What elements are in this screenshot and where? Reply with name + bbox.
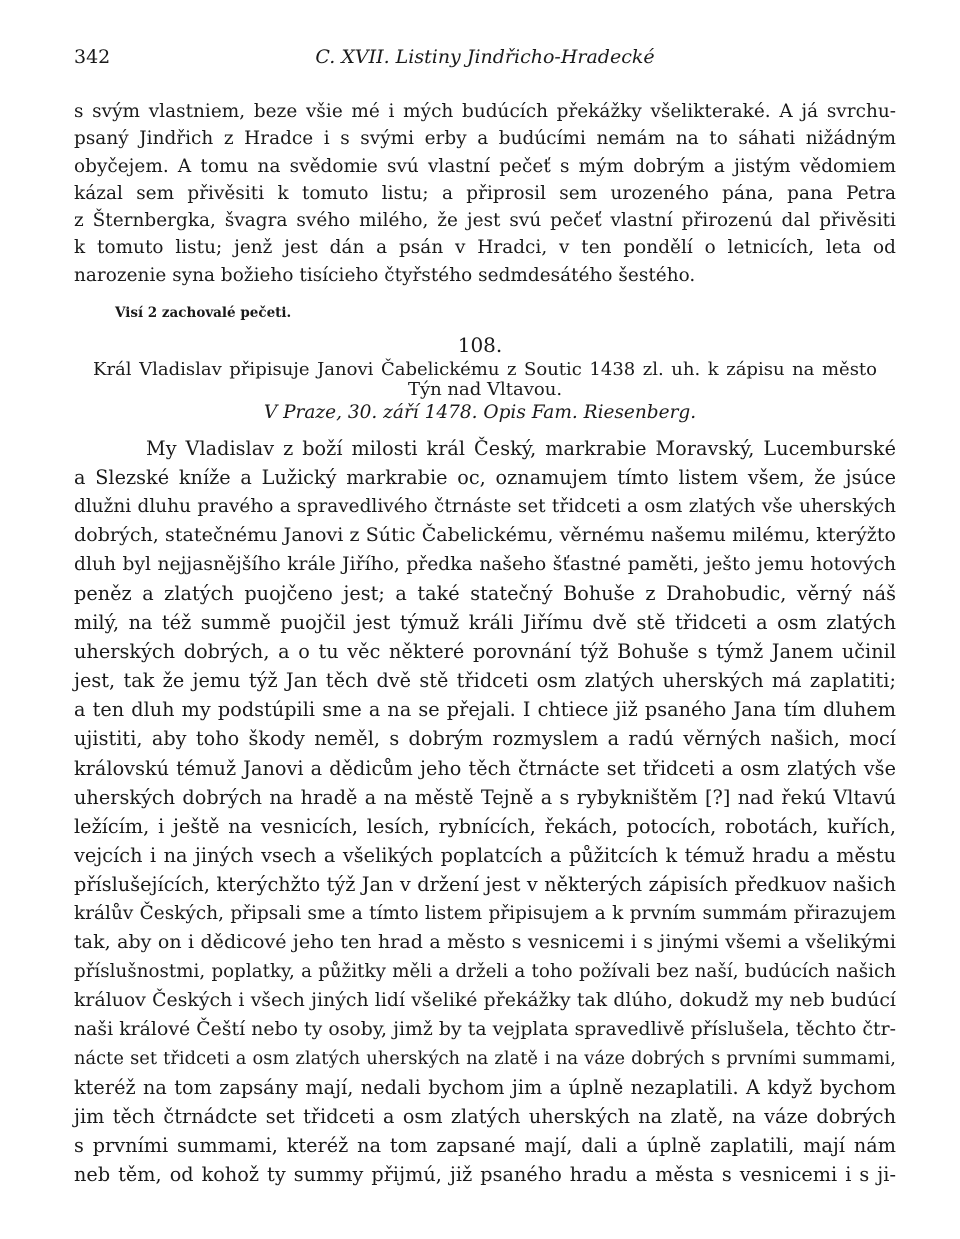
text-line: a Slezské kníže a Lužický markrabie oc, oznamujem tímto listem všem, že jsúce <box>74 466 896 490</box>
text-line: dluh byl nejjasnějšího krále Jiřího, předka našeho šťastné paměti, ješto jemu hotových <box>74 554 896 576</box>
text-line: kteréž na tom zapsány mají, nedali bychom jim a úplně nezaplatili. A když bychom <box>74 1076 896 1100</box>
text-line: psaný Jindřich z Hradce i s svými erby a budúcími nemám na to sáhati nižádným <box>74 128 896 150</box>
text-line: naši králové Čeští nebo ty osoby, jimž by ta vejplata spravedlivě příslušela, těchto čtr- <box>74 1018 896 1040</box>
text-line: kázal sem přivěsiti k tomuto listu; a připrosil sem urozeného pána, pana Petra <box>74 182 896 204</box>
text-line: milý, na též summě puojčil jest týmuž králi Jiřímu dvě stě třidceti a osm zlatých <box>74 611 896 635</box>
text-line: ležícím, i ještě na vesnicích, lesích, rybnících, řekách, potocích, robotách, kuřích, <box>74 814 896 838</box>
text-line: příslušejících, kterýchžto týž Jan v držení jest v některých zápisích předkuov našich <box>74 872 896 896</box>
text-line: vejcích i na jiných vsech a všelikých poplatcích a půžitcích k témuž hradu a městu <box>74 843 896 867</box>
running-head <box>74 46 896 70</box>
text-line: nácte set třidceti a osm zlatých uherských na zlatě i na váze dobrých s prvními summami, <box>74 1047 896 1069</box>
text-line: s svým vlastniem, beze všie mé i mých budúcích překážky všelikteraké. A já svrchu- <box>74 101 896 122</box>
running-head-title: C. XVII. Listiny Jindřicho-Hradecké <box>315 46 655 68</box>
text-line: tak, aby on i dědicové jeho ten hrad a město s vesnicemi i s jinými všemi a všelikými <box>74 930 896 953</box>
previous-document-text <box>74 98 896 289</box>
text-line: dlužni dluhu pravého a spravedlivého čtrnáste set třidceti a osm zlatých vše uherských <box>74 496 896 518</box>
seal-note: Visí 2 zachovalé pečeti. <box>115 305 292 321</box>
text-line: uherských dobrých, a o tu věc některé porovnání týž Bohuše s týmž Janem učinil <box>74 640 896 664</box>
text-line: příslušnostmi, poplatky, a půžitky měli a drželi a toho požívali bez naší, budúcích našich <box>74 960 896 982</box>
text-line: jest, tak že jemu týž Jan těch dvě stě třidceti osm zlatých uherských má zaplatiti; <box>74 669 896 693</box>
text-line: My Vladislav z boží milosti král Český, markrabie Moravský, Lucemburské <box>146 437 896 460</box>
text-line: uherských dobrých na hradě a na městě Tejně a s rybykništěm [?] nad řekú Vltavú <box>74 785 896 809</box>
text-line: královskú témuž Janovi a dědicům jeho těch čtrnácte set třidceti a osm zlatých vše <box>74 756 896 780</box>
text-line: peněz a zlatých puojčeno jest; a také statečný Bohuše z Drahobudic, věrný náš <box>74 582 896 606</box>
text-line: narozenie syna božieho tisícieho čtyřstého sedmdesátého šestého. <box>74 264 696 286</box>
regest-line: Týn nad Vltavou. <box>407 379 563 400</box>
text-line: z Šternbergka, švagra svého milého, že jest svú pečeť vlastní přirozenú dal přivěsiti <box>74 210 896 232</box>
document-number: 108. <box>457 333 503 357</box>
text-line: obyčejem. A tomu na svědomie svú vlastní pečeť s mým dobrým a jistým vědomiem <box>74 155 896 177</box>
regest-line: Král Vladislav připisuje Janovi Čabelickému z Soutic 1438 zl. uh. k zápisu na město <box>93 359 877 380</box>
text-line: dobrých, statečnému Janovi z Sútic Čabelickému, věrnému našemu milému, kterýžto <box>74 524 896 547</box>
text-line: s prvními summami, kteréž na tom zapsané mají, dali a úplně zaplatili, mají nám <box>74 1134 896 1158</box>
text-line: ujistiti, aby toho škody neměl, s dobrým rozmyslem a radú věrných našich, mocí <box>74 727 896 751</box>
text-line: jim těch čtrnádcte set třidceti a osm zlatých uherských na zlatě, na váze dobrých <box>74 1105 896 1129</box>
document-body <box>74 434 896 1189</box>
text-line: neb těm, od kohož ty summy přijmú, již psaného hradu a města s vesnicemi i s ji- <box>74 1163 896 1187</box>
document-source: V Praze, 30. září 1478. Opis Fam. Riesenberg. <box>263 402 697 423</box>
page-number: 342 <box>74 46 111 68</box>
document-regest <box>93 360 877 400</box>
text-line: králuov Českých i všech jiných lidí všeliké překážky tak dlúho, dokudž my neb budúcí <box>74 989 896 1011</box>
text-line: králův Českých, připsali sme a tímto listem připisujem a k prvním summám přirazujem <box>74 902 896 924</box>
text-line: k tomuto listu; jenž jest dán a psán v Hradci, v ten pondělí o letnicích, leta od <box>74 237 896 259</box>
text-line: a ten dluh my podstúpili sme a na se přejali. I chtiece již psaného Jana tím dluhem <box>74 698 896 722</box>
